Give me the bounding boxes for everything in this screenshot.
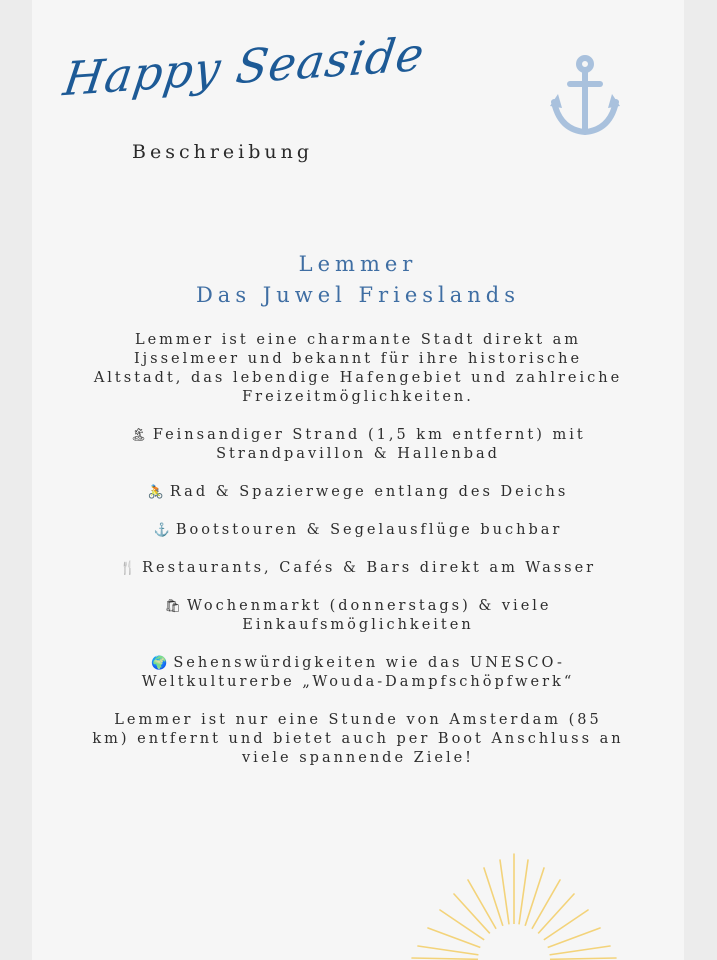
shopping-bags-icon: 🛍 (164, 599, 182, 614)
beach-icon: 🏝 (130, 428, 147, 443)
place-title: Lemmer (298, 252, 418, 276)
cutlery-icon: 🍴 (119, 561, 137, 576)
place-tagline: Das Juwel Frieslands (195, 283, 521, 307)
feature-boat-tours (92, 521, 624, 540)
globe-icon: 🌍 (151, 656, 168, 671)
feature-text: Rad & Spazierwege entlang des Deichs (169, 484, 569, 500)
sun-icon (404, 850, 624, 960)
feature-text: Sehenswürdigkeiten wie das UNESCO-Weltkulturerbe „Wouda-Dampfschöpfwerk“ (141, 655, 575, 690)
page-subtitle: Beschreibung (132, 141, 314, 163)
feature-text: Feinsandiger Strand (1,5 km entfernt) mit Strandpavillon & Hallenbad (152, 427, 586, 462)
feature-text: Wochenmarkt (donnerstags) & viele Einkaufsmöglichkeiten (187, 598, 552, 633)
feature-text: Bootstouren & Segelausflüge buchbar (175, 522, 563, 538)
anchor-small-icon: ⚓ (153, 523, 170, 538)
intro-paragraph: Lemmer ist eine charmante Stadt direkt am Ijsselmeer und bekannt für ihre historische Altstadt, das lebendige Hafengebiet und zahlreiche Freizeitmöglichkeiten. (93, 332, 623, 405)
feature-market (92, 597, 624, 635)
feature-sights (92, 654, 624, 692)
feature-restaurants (92, 559, 624, 578)
brand-logo-text: Happy Seaside (60, 26, 429, 107)
feature-beach (92, 426, 624, 464)
feature-text: Restaurants, Cafés & Bars direkt am Wasser (142, 560, 597, 576)
closing-paragraph: Lemmer ist nur eine Stunde von Amsterdam (85 km) entfernt und bietet auch per Boot Anschluss an viele spannende Ziele! (92, 712, 624, 766)
feature-cycling (92, 483, 624, 502)
anchor-icon (550, 54, 620, 138)
bicycle-icon: 🚴 (147, 485, 164, 500)
page (32, 0, 684, 960)
